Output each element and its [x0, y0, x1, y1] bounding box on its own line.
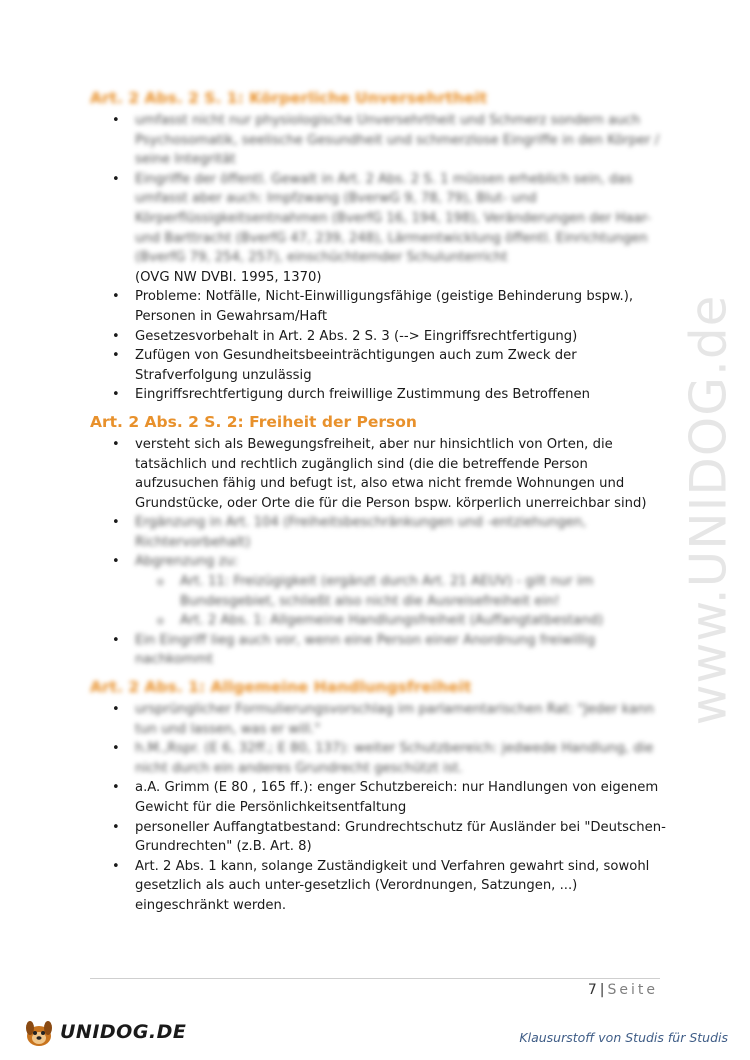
page-number-separator: |: [599, 982, 605, 998]
list-item: [90, 778, 675, 817]
list-item-text: Art. 2 Abs. 1 kann, solange Zuständigkeit und Verfahren gewahrt sind, sowohl gesetzlich als auch unter-gesetzlich (Verordnungen, Satzungen, ...) eingeschränkt werden.: [135, 858, 650, 913]
page-word: Seite: [607, 982, 658, 998]
list-item-text: Ein Eingriff lieg auch vor, wenn eine Person einer Anordnung freiwillig nachkommt: [135, 632, 596, 668]
list-item-text: umfasst nicht nur physiologische Unversehrtheit und Schmerz sondern auch Psychosomatik, seelische Gesundheit und schmerzlose Eingriffe in den Körper / seine Integrität: [135, 113, 660, 168]
list-item-text: versteht sich als Bewegungsfreiheit, aber nur hinsichtlich von Orten, die tatsächlich und rechtlich zugänglich sind (die die betreffende Person aufzusuchen fähig und befugt ist, also etwa nicht fremde Wohnungen und Grundstücke, oder Orte die für die Person bspw. körperlich unerreichbar sind): [135, 436, 647, 511]
section-heading: Art. 2 Abs. 1: Allgemeine Handlungsfreiheit: [90, 678, 472, 697]
section-heading: Art. 2 Abs. 2 S. 2: Freiheit der Person: [90, 412, 417, 431]
list-item-text: a.A. Grimm (E 80 , 165 ff.): enger Schutzbereich: nur Handlungen von eigenem Gewicht für die Persönlichkeitsentfaltung: [135, 780, 659, 815]
section-heading: Art. 2 Abs. 2 S. 1: Körperliche Unversehrtheit: [90, 89, 488, 107]
section: [90, 677, 675, 916]
page-number: [588, 982, 658, 998]
bullet-list: [90, 111, 675, 405]
logo-text: UNIDOG.DE: [60, 1021, 187, 1043]
list-item-text: Abgrenzung zu:: [135, 554, 239, 570]
bullet-list: [90, 435, 675, 670]
list-item: [90, 170, 675, 288]
watermark-text: www.UNIDOG.de: [679, 294, 738, 726]
list-item-text: ursprünglicher Formulierungsvorschlag im parlamentarischen Rat: "Jeder kann tun und lassen, was er will.": [135, 702, 654, 737]
footer-tagline: Klausurstoff von Studis für Studis: [519, 1030, 728, 1045]
bullet-list: [90, 700, 675, 916]
list-item-text: h.M.,Rspr. (E 6, 32ff.; E 80, 137): weiter Schutzbereich: jedwede Handlung, die nicht durch ein anderes Grundrecht geschützt ist.: [135, 741, 654, 776]
list-item: [90, 327, 675, 347]
list-item-text: Zufügen von Gesundheitsbeeinträchtigungen auch zum Zweck der Strafverfolgung unzulässig: [135, 348, 577, 383]
sub-list-item: o Art. 11: Freizügigkeit (ergänzt durch Art. 21 AEUV) - gilt nur im Bundesgebiet, schließt also nicht die Ausreisefreiheit ein!: [135, 572, 675, 611]
list-item: [90, 111, 675, 170]
list-item: [90, 857, 675, 916]
list-item: [90, 700, 675, 739]
list-item-text: Ergänzung in Art. 104 (Freiheitsbeschränkungen und -entziehungen, Richtervorbehalt): [135, 515, 587, 550]
section: [90, 412, 675, 670]
list-item: [90, 739, 675, 778]
sub-list-item: o Art. 2 Abs. 1: Allgemeine Handlungsfreiheit (Auffangtatbestand): [135, 611, 675, 631]
list-item-text: Eingriffe der öffentl. Gewalt in Art. 2 Abs. 2 S. 1 müssen erheblich sein, das umfasst aber auch: Impfzwang (BverwG 9, 78, 79), Blut- und Körperflüssigkeitsentnahmen (BverfG 16, 194, 198), Veränderungen der Haar- und Barttracht (BverfG 47, 239, 248), Lärmentwicklung öffentl. Einrichtungen (BverfG 79, 254, 257), einschüchternder Schulunterricht: [135, 171, 651, 266]
list-item: [90, 385, 675, 405]
dog-mascot-icon: [22, 1015, 56, 1049]
list-item-text: Probleme: Notfälle, Nicht-Einwilligungsfähige (geistige Behinderung bspw.), Personen in Gewahrsam/Haft: [135, 289, 634, 324]
sub-list: [135, 572, 675, 631]
list-item: [90, 346, 675, 385]
section: [90, 88, 675, 405]
page-number-value: 7: [587, 982, 597, 998]
footer-divider: [90, 978, 660, 979]
list-item-text: personeller Auffangtatbestand: Grundrechtschutz für Ausländer bei "Deutschen-Grundrechten" (z.B. Art. 8): [135, 819, 666, 855]
list-item: [90, 287, 675, 326]
list-item-text: Eingriffsrechtfertigung durch freiwillige Zustimmung des Betroffenen: [135, 387, 590, 403]
list-item: [90, 513, 675, 552]
list-item: [90, 631, 675, 670]
list-item: [90, 435, 675, 513]
list-item-citation: (OVG NW DVBl. 1995, 1370): [135, 269, 322, 285]
list-item-text: Gesetzesvorbehalt in Art. 2 Abs. 2 S. 3 (--> Eingriffsrechtfertigung): [135, 328, 578, 344]
list-item: [90, 552, 675, 630]
unidog-logo: [22, 1014, 186, 1050]
list-item: [90, 818, 675, 857]
document-body: [90, 88, 675, 923]
